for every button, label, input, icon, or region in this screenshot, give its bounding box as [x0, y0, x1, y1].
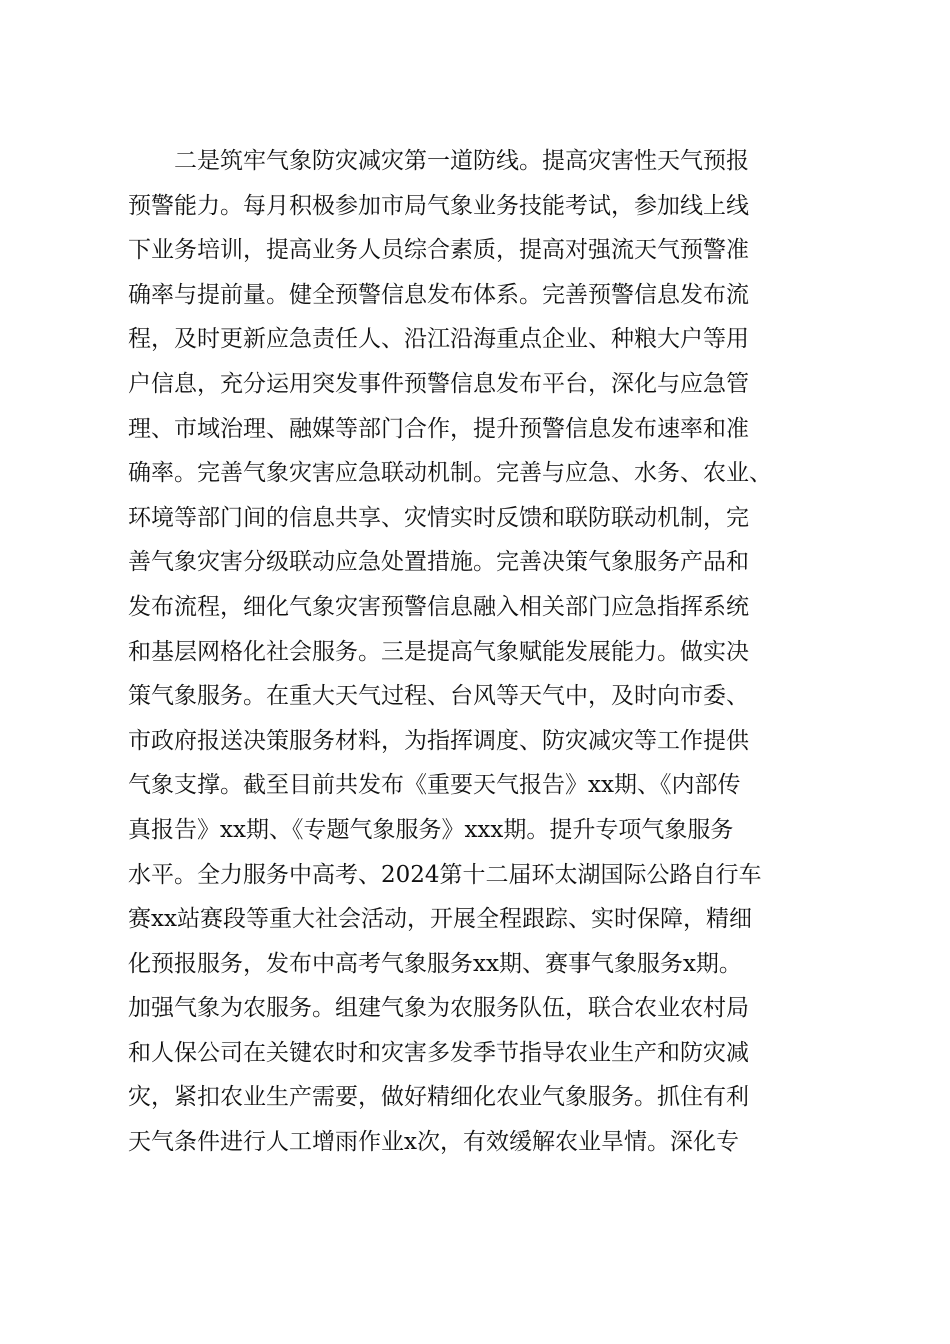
text-line-6: 户信息，充分运用突发事件预警信息发布平台，深化与应急管: [128, 370, 749, 397]
text-line-22: 灾，紧扣农业生产需要，做好精细化农业气象服务。抓住有利: [128, 1084, 749, 1111]
text-line-23: 天气条件进行人工增雨作业x次，有效缓解农业旱情。深化专: [128, 1129, 739, 1156]
text-line-14: 市政府报送决策服务材料，为指挥调度、防灾减灾等工作提供: [128, 727, 749, 754]
text-line-1: 二是筑牢气象防灾减灾第一道防线。提高灾害性天气预报: [174, 148, 749, 174]
text-line-2: 预警能力。每月积极参加市局气象业务技能考试，参加线上线: [128, 192, 749, 219]
text-line-16: 真报告》xx期、《专题气象服务》xxx期。提升专项气象服务: [128, 816, 734, 843]
text-line-8: 确率。完善气象灾害应急联动机制。完善与应急、水务、农业、: [128, 460, 772, 487]
body-paragraph: [128, 139, 828, 1165]
text-line-5: 程，及时更新应急责任人、沿江沿海重点企业、种粮大户等用: [128, 326, 749, 353]
text-line-7: 理、市域治理、融媒等部门合作，提升预警信息发布速率和准: [128, 415, 749, 442]
text-line-21: 和人保公司在关键农时和灾害多发季节指导农业生产和防灾减: [128, 1039, 749, 1066]
text-line-19: 化预报服务，发布中高考气象服务xx期、赛事气象服务x期。: [128, 950, 742, 977]
text-line-20: 加强气象为农服务。组建气象为农服务队伍，联合农业农村局: [128, 995, 749, 1022]
text-line-18: 赛xx站赛段等重大社会活动，开展全程跟踪、实时保障，精细: [128, 906, 752, 933]
text-line-17: 水平。全力服务中高考、2024第十二届环太湖国际公路自行车: [128, 861, 762, 888]
text-line-9: 环境等部门间的信息共享、灾情实时反馈和联防联动机制，完: [128, 504, 749, 531]
text-line-10: 善气象灾害分级联动应急处置措施。完善决策气象服务产品和: [128, 549, 749, 576]
text-line-12: 和基层网格化社会服务。三是提高气象赋能发展能力。做实决: [128, 638, 749, 665]
text-line-13: 策气象服务。在重大天气过程、台风等天气中，及时向市委、: [128, 683, 749, 710]
text-line-4: 确率与提前量。健全预警信息发布体系。完善预警信息发布流: [128, 281, 749, 308]
text-line-15: 气象支撑。截至目前共发布《重要天气报告》xx期、《内部传: [128, 772, 741, 799]
text-line-11: 发布流程，细化气象灾害预警信息融入相关部门应急指挥系统: [128, 593, 749, 620]
text-line-3: 下业务培训，提高业务人员综合素质，提高对强流天气预警准: [128, 237, 749, 264]
